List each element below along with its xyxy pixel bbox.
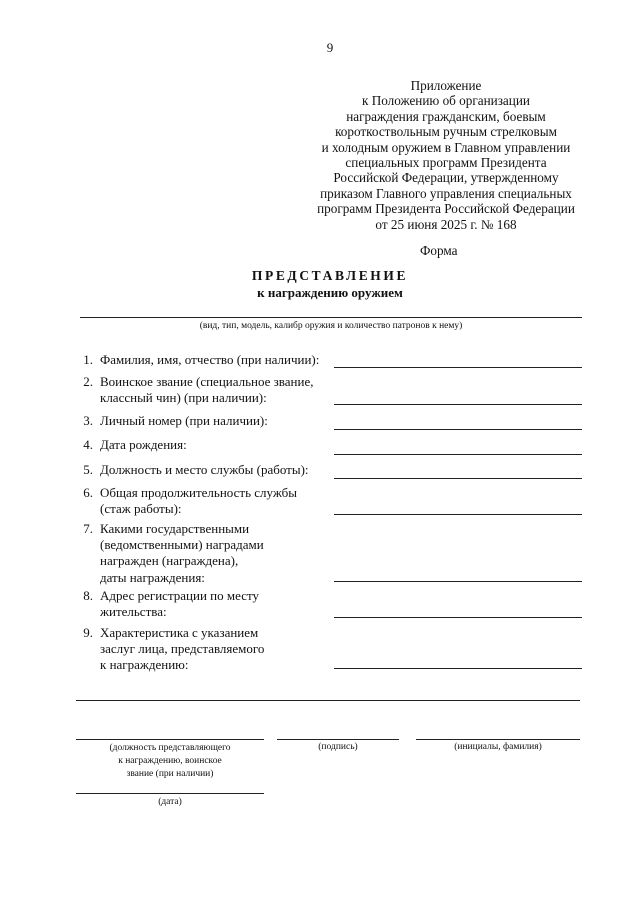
signature-fill-line[interactable]	[277, 739, 399, 740]
appendix-line: специальных программ Президента	[345, 155, 547, 171]
item-number: 7.	[83, 521, 93, 536]
position-caption: (должность представляющего к награждению, воинское звание (при наличии)	[109, 743, 231, 779]
item-label: Адрес регистрации по месту жительства:	[100, 588, 259, 620]
name-fill-line[interactable]	[416, 739, 580, 740]
appendix-line: Российской Федерации, утвержденному	[333, 170, 559, 186]
item-1-fill-line[interactable]	[334, 367, 582, 368]
appendix-line: приказом Главного управления специальных	[320, 185, 572, 201]
date-caption: (дата)	[158, 797, 182, 807]
item-4-fill-line[interactable]	[334, 454, 582, 455]
item-6-fill-line[interactable]	[334, 514, 582, 515]
item-label: Характеристика с указанием заслуг лица, представляемого к награждению:	[100, 625, 265, 673]
item-number: 8.	[83, 588, 93, 603]
item-2-fill-line[interactable]	[334, 404, 582, 405]
document-subtitle: к награждению оружием	[257, 285, 403, 300]
weapon-fill-line[interactable]	[80, 317, 582, 318]
appendix-line: награждения гражданским, боевым	[346, 108, 546, 124]
item-7-fill-line[interactable]	[334, 581, 582, 582]
item-9-fill-line[interactable]	[334, 668, 582, 669]
form-label: Форма	[420, 243, 458, 258]
document-title: ПРЕДСТАВЛЕНИЕ	[251, 268, 409, 283]
item-number: 1.	[83, 352, 93, 367]
appendix-line: и холодным оружием в Главном управлении	[321, 139, 571, 155]
item-label: Общая продолжительность службы (стаж работы):	[100, 485, 297, 517]
item-number: 2.	[83, 374, 93, 389]
signature-caption: (подпись)	[318, 742, 358, 752]
item-number: 4.	[83, 437, 93, 452]
characteristic-extra-line[interactable]	[76, 700, 580, 701]
position-fill-line[interactable]	[76, 739, 264, 740]
appendix-line: Приложение	[410, 78, 482, 93]
weapon-caption: (вид, тип, модель, калибр оружия и количество патронов к нему)	[199, 321, 463, 331]
appendix-header	[296, 78, 596, 232]
item-label: Воинское звание (специальное звание, классный чин) (при наличии):	[100, 374, 314, 406]
date-fill-line[interactable]	[76, 793, 264, 794]
item-label: Фамилия, имя, отчество (при наличии):	[100, 352, 320, 367]
appendix-line: программ Президента Российской Федерации	[317, 201, 575, 217]
item-number: 9.	[83, 625, 93, 640]
item-number: 5.	[83, 462, 93, 477]
name-caption: (инициалы, фамилия)	[454, 742, 542, 752]
appendix-line: от 25 июня 2025 г. № 168	[375, 216, 517, 232]
page-number: 9	[326, 40, 334, 55]
appendix-line: короткоствольным ручным стрелковым	[335, 124, 557, 140]
item-label: Дата рождения:	[100, 437, 187, 452]
item-label: Личный номер (при наличии):	[100, 413, 268, 428]
item-label: Должность и место службы (работы):	[100, 462, 309, 477]
item-5-fill-line[interactable]	[334, 478, 582, 479]
item-number: 3.	[83, 413, 93, 428]
item-3-fill-line[interactable]	[334, 429, 582, 430]
item-label: Какими государственными (ведомственными) наградами награжден (награждена), даты награждения:	[100, 521, 264, 585]
appendix-line: к Положению об организации	[362, 93, 530, 109]
item-8-fill-line[interactable]	[334, 617, 582, 618]
item-number: 6.	[83, 485, 93, 500]
